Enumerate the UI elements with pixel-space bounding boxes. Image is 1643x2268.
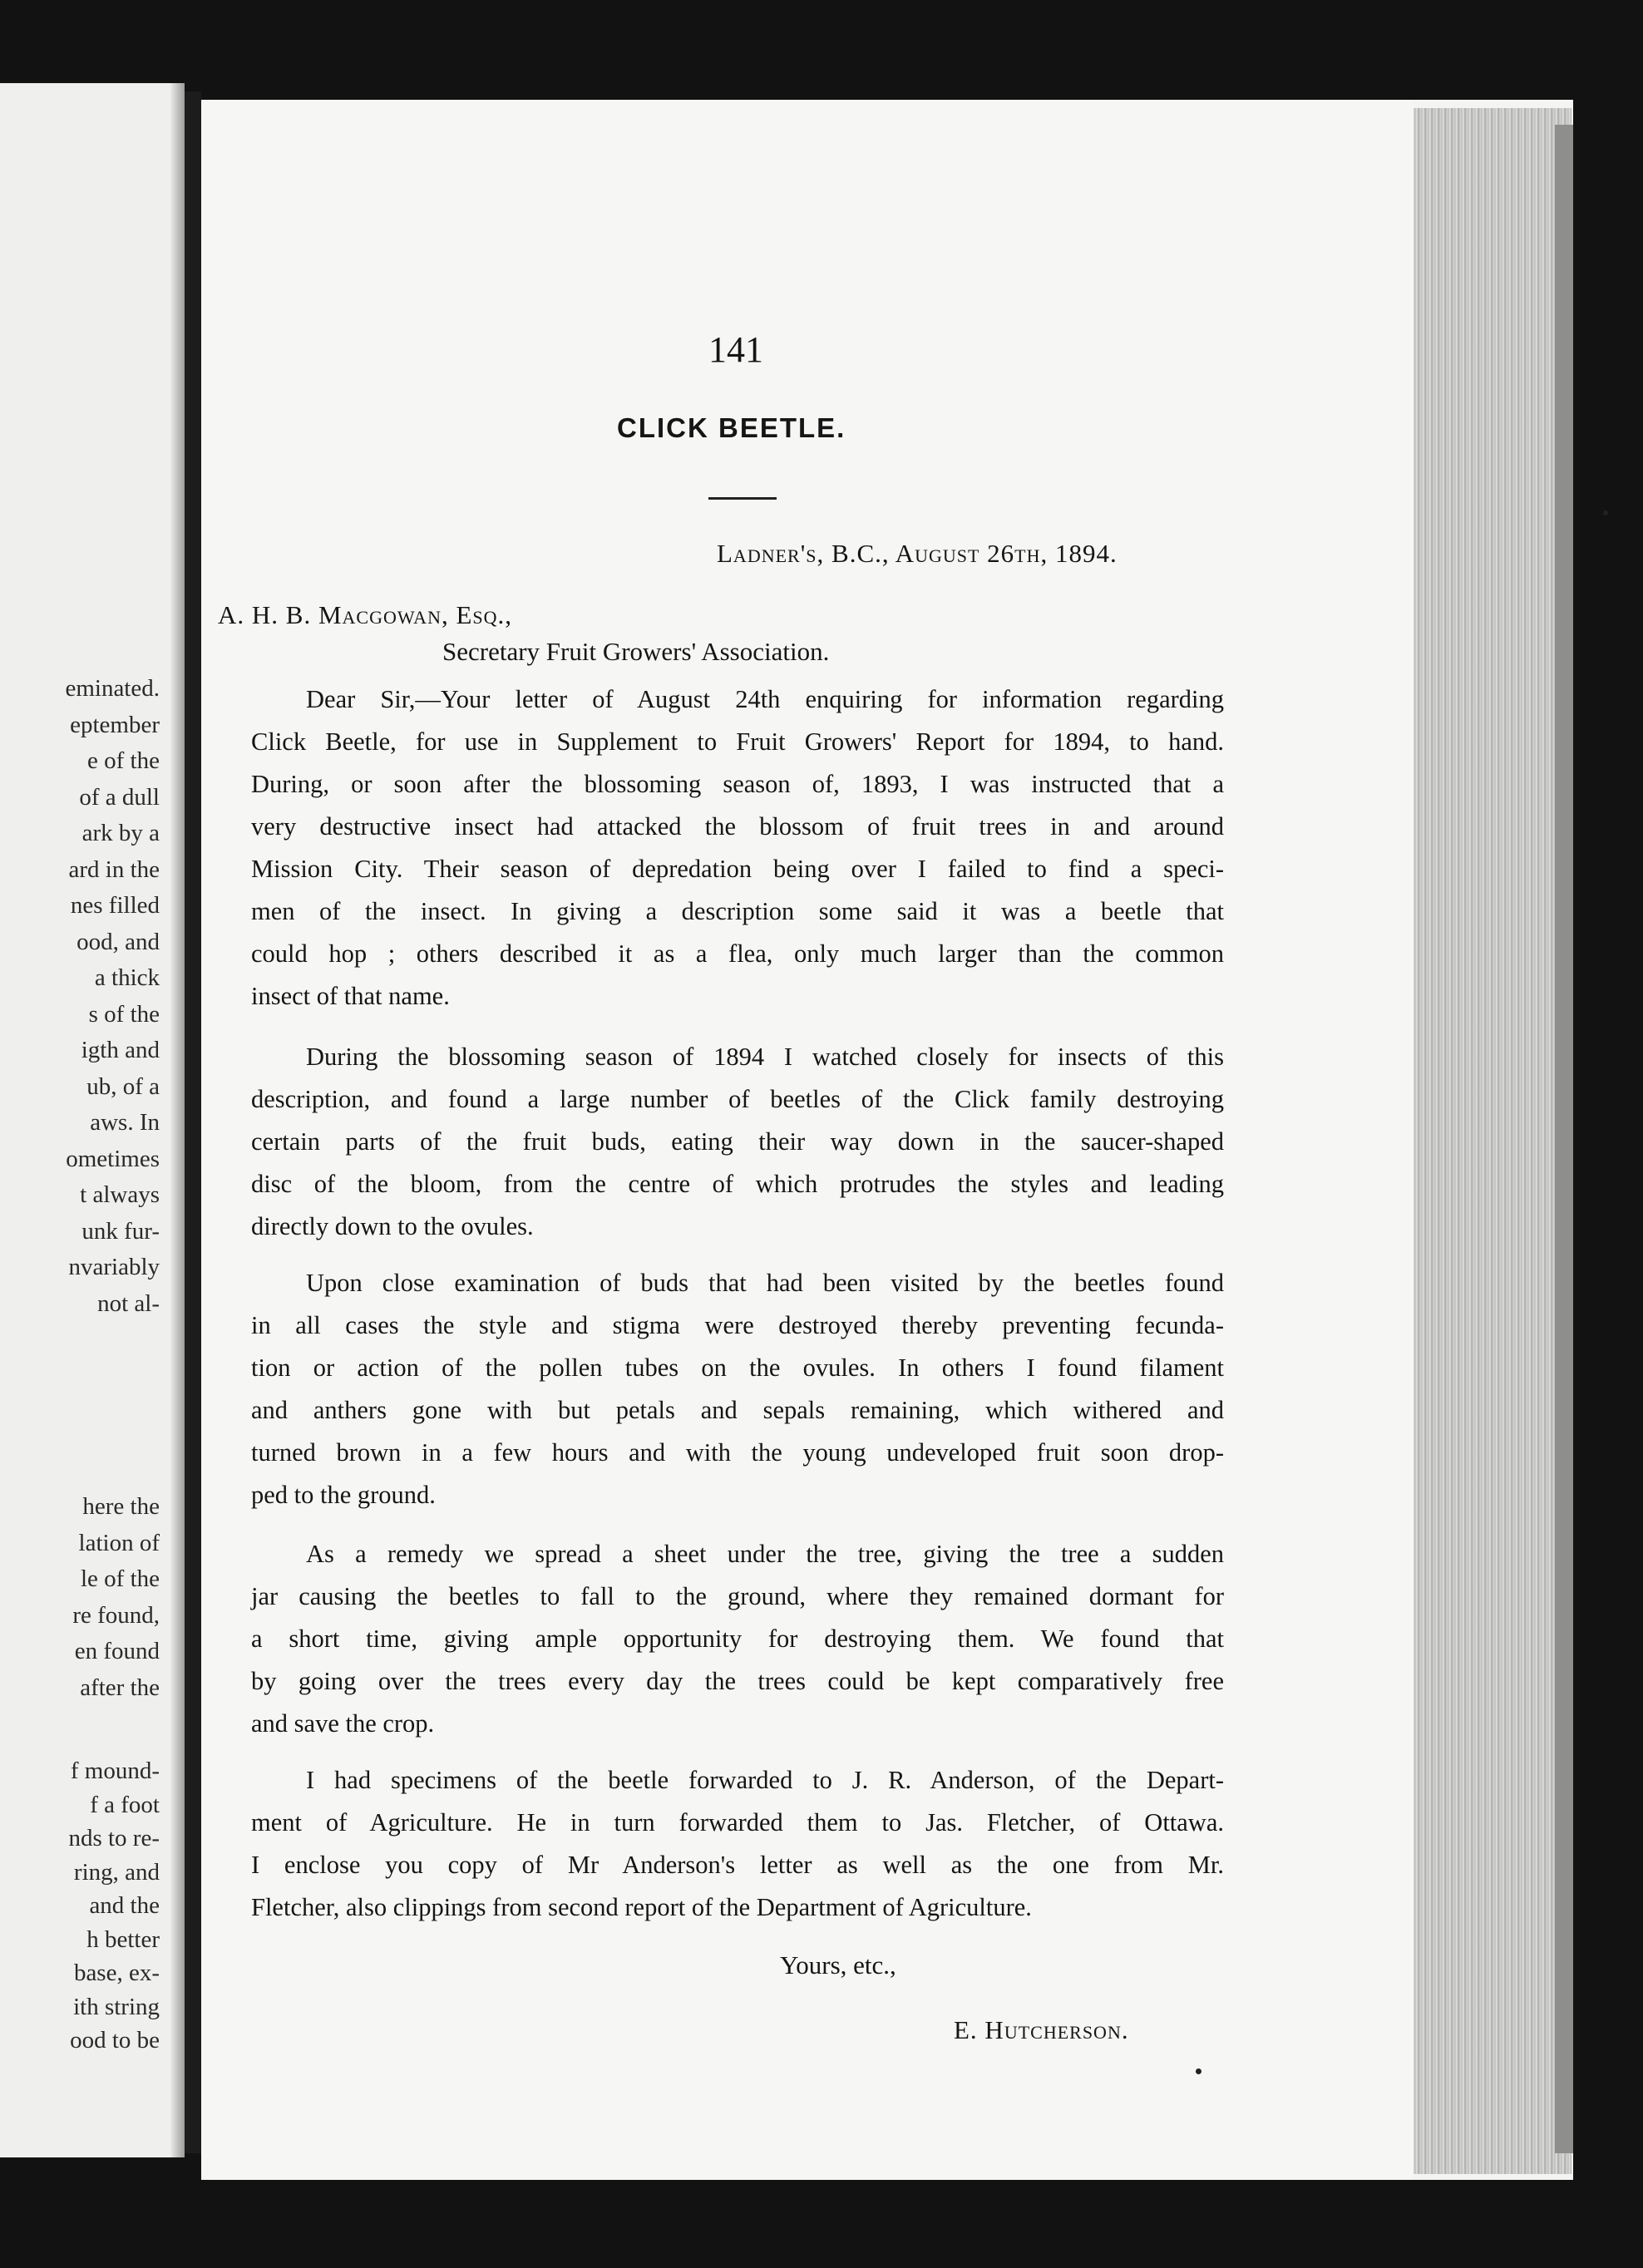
left-page-line: ometimes xyxy=(66,1145,160,1172)
left-page-line: eptember xyxy=(70,711,160,738)
left-page-line: ub, of a xyxy=(86,1072,160,1100)
paragraph-line: in all cases the style and stigma were destroyed thereby preventing fecunda- xyxy=(251,1311,1224,1339)
paragraph-line: men of the insect. In giving a description some said it was a beetle that xyxy=(251,897,1224,925)
signature: E. Hutcherson. xyxy=(954,2015,1129,2044)
left-page-line: base, ex- xyxy=(73,1960,160,1986)
left-page-line: en found xyxy=(74,1638,160,1664)
paragraph-line: certain parts of the fruit buds, eating their way down in the saucer-shaped xyxy=(251,1127,1224,1156)
left-page-line: f a foot xyxy=(90,1791,160,1818)
left-page-line: igth and xyxy=(81,1037,160,1063)
left-page-line: aws. In xyxy=(90,1109,160,1136)
left-page-line: ard in the xyxy=(68,855,160,883)
paragraph-line: During, or soon after the blossoming season of, 1893, I was instructed that a xyxy=(251,770,1224,798)
paragraph-line: and save the crop. xyxy=(251,1709,435,1738)
left-page-line: of a dull xyxy=(79,783,160,811)
paragraph-line: I enclose you copy of Mr Anderson's letter as well as the one from Mr. xyxy=(251,1851,1224,1879)
paragraph-line: ment of Agriculture. He in turn forwarded them to Jas. Fletcher, of Ottawa. xyxy=(251,1808,1224,1837)
paragraph-line: Dear Sir,—Your letter of August 24th enquiring for information regarding xyxy=(306,685,1224,713)
left-page-line: here the xyxy=(82,1493,160,1520)
left-page-line: ith string xyxy=(73,1993,160,2020)
left-page-line: nes filled xyxy=(70,892,160,919)
left-page-line: lation of xyxy=(78,1529,160,1556)
left-page xyxy=(0,83,185,2157)
left-page-line: ark by a xyxy=(81,820,160,846)
dust-speck xyxy=(1603,510,1608,515)
left-page-line: nvariably xyxy=(68,1254,160,1280)
page-title: CLICK BEETLE. xyxy=(617,412,846,443)
paragraph-line: could hop ; others described it as a flea, only much larger than the common xyxy=(251,939,1224,968)
left-page-line: f mound- xyxy=(70,1758,160,1784)
paragraph-line: and anthers gone with but petals and sepals remaining, which withered and xyxy=(251,1396,1224,1424)
paragraph-line: turned brown in a few hours and with the young undeveloped fruit soon drop- xyxy=(251,1438,1224,1467)
paragraph-line: a short time, giving ample opportunity for destroying them. We found that xyxy=(251,1625,1224,1653)
left-page-line: unk fur- xyxy=(81,1217,160,1245)
paragraph-line: I had specimens of the beetle forwarded to J. R. Anderson, of the Depart- xyxy=(306,1766,1224,1794)
left-page-line: a thick xyxy=(94,964,160,991)
paragraph-line: very destructive insect had attacked the blossom of fruit trees in and around xyxy=(251,812,1224,841)
page-edges xyxy=(1414,108,1571,2174)
paragraph-line: Click Beetle, for use in Supplement to Fruit Growers' Report for 1894, to hand. xyxy=(251,727,1224,756)
left-page-line: le of the xyxy=(80,1565,160,1592)
addressee-title: Secretary Fruit Growers' Association. xyxy=(442,637,830,666)
left-page-line: and the xyxy=(89,1892,160,1919)
paragraph-line: directly down to the ovules. xyxy=(251,1212,534,1240)
closing: Yours, etc., xyxy=(780,1950,896,1980)
paragraph-line: As a remedy we spread a sheet under the tree, giving the tree a sudden xyxy=(306,1540,1224,1568)
paragraph-line: description, and found a large number of beetles of the Click family destroying xyxy=(251,1085,1224,1113)
left-page-line: ring, and xyxy=(73,1858,160,1886)
addressee: A. H. B. Macgowan, Esq., xyxy=(218,600,513,629)
left-page-line: ood to be xyxy=(70,2027,160,2054)
left-page-line: eminated. xyxy=(65,675,160,702)
left-page-line: ood, and xyxy=(76,928,160,955)
left-page-line: t always xyxy=(80,1181,160,1208)
left-page-line: h better xyxy=(86,1925,160,1953)
gutter-shadow xyxy=(170,83,185,2157)
left-page-line: e of the xyxy=(87,747,160,774)
paragraph-line: by going over the trees every day the trees could be kept comparatively free xyxy=(251,1667,1224,1695)
page-number: 141 xyxy=(708,329,763,370)
dust-speck xyxy=(1196,2068,1201,2074)
page-edges-shadow xyxy=(1555,125,1573,2153)
left-page-line: re found, xyxy=(72,1601,160,1629)
paragraph-line: During the blossoming season of 1894 I watched closely for insects of this xyxy=(306,1043,1224,1071)
dateline: Ladner's, B.C., August 26th, 1894. xyxy=(717,539,1118,568)
paragraph-line: Upon close examination of buds that had been visited by the beetles found xyxy=(306,1269,1224,1297)
paragraph-line: disc of the bloom, from the centre of which protrudes the styles and leading xyxy=(251,1170,1224,1198)
paragraph-line: Mission City. Their season of depredation being over I failed to find a speci- xyxy=(251,855,1224,883)
paragraph-line: Fletcher, also clippings from second report of the Department of Agriculture. xyxy=(251,1893,1032,1921)
paragraph-line: jar causing the beetles to fall to the ground, where they remained dormant for xyxy=(251,1582,1224,1610)
title-rule xyxy=(708,497,777,500)
paragraph-line: insect of that name. xyxy=(251,982,450,1010)
left-page-line: after the xyxy=(80,1674,160,1701)
left-page-line: not al- xyxy=(97,1289,160,1317)
paragraph-line: ped to the ground. xyxy=(251,1481,436,1509)
left-page-line: s of the xyxy=(88,1000,160,1028)
left-page-line: nds to re- xyxy=(68,1825,160,1851)
book-spine xyxy=(185,91,201,2153)
paragraph-line: tion or action of the pollen tubes on the ovules. In others I found filament xyxy=(251,1353,1224,1382)
